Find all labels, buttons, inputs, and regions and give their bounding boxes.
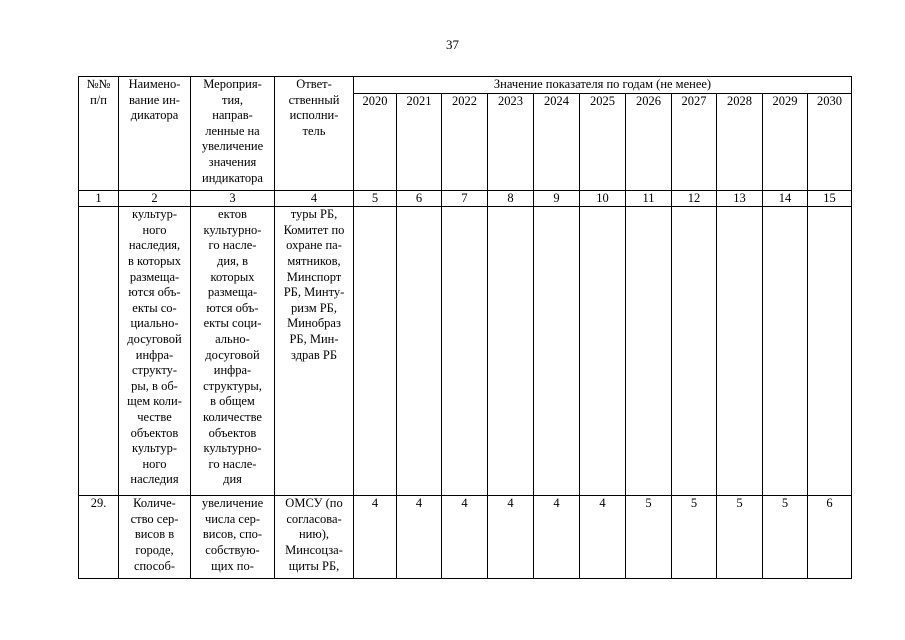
year-value: 4 <box>397 496 442 579</box>
header-col-executor: Ответ- ственный исполни- тель <box>275 77 354 191</box>
column-number: 11 <box>626 190 672 207</box>
year-value: 5 <box>626 496 672 579</box>
year-value <box>763 207 808 496</box>
year-value <box>488 207 534 496</box>
table-row <box>79 496 852 579</box>
page-number: 37 <box>446 37 459 52</box>
header-col-indicator-name: Наимено- вание ин- дикатора <box>119 77 191 191</box>
column-number: 13 <box>717 190 763 207</box>
year-value <box>442 207 488 496</box>
row-number: 29. <box>79 496 119 579</box>
indicator-executor: туры РБ, Комитет по охране па- мятников, Минспорт РБ, Минту- ризм РБ, Минобраз РБ, Мин- здрав РБ <box>275 207 354 496</box>
column-number: 2 <box>119 190 191 207</box>
indicator-name: Количе- ство сер- висов в городе, способ- <box>119 496 191 579</box>
year-value <box>672 207 717 496</box>
row-number <box>79 207 119 496</box>
year-value <box>580 207 626 496</box>
header-col-number: №№ п/п <box>79 77 119 191</box>
year-value: 4 <box>442 496 488 579</box>
column-number: 15 <box>808 190 852 207</box>
column-number: 5 <box>354 190 397 207</box>
header-year: 2024 <box>534 93 580 190</box>
year-value: 5 <box>763 496 808 579</box>
indicator-measures: ектов культурно- го насле- дия, в которых размеща- ются объ- екты соци- ально- досуговой инфра- структуры, в общем количестве объектов культурно- го насле- дия <box>191 207 275 496</box>
indicator-executor: ОМСУ (по согласова- нию), Минсоцза- щиты РБ, <box>275 496 354 579</box>
year-value: 4 <box>488 496 534 579</box>
column-number-row <box>79 190 852 207</box>
column-number: 10 <box>580 190 626 207</box>
year-value: 4 <box>354 496 397 579</box>
column-number: 12 <box>672 190 717 207</box>
header-year: 2028 <box>717 93 763 190</box>
year-value: 4 <box>534 496 580 579</box>
header-year: 2026 <box>626 93 672 190</box>
indicator-name: культур- ного наследия, в которых размеща- ются объ- екты со- циально- досуговой инфра- структу- ры, в об- щем коли- честве объектов культур- ного наследия <box>119 207 191 496</box>
header-years-group: Значение показателя по годам (не менее) <box>354 77 852 94</box>
header-year: 2020 <box>354 93 397 190</box>
year-value: 5 <box>672 496 717 579</box>
column-number: 9 <box>534 190 580 207</box>
year-value <box>397 207 442 496</box>
year-value: 4 <box>580 496 626 579</box>
year-value: 5 <box>717 496 763 579</box>
header-year: 2023 <box>488 93 534 190</box>
header-year: 2027 <box>672 93 717 190</box>
year-value <box>717 207 763 496</box>
column-number: 4 <box>275 190 354 207</box>
indicator-table <box>78 76 852 579</box>
column-number: 3 <box>191 190 275 207</box>
column-number: 8 <box>488 190 534 207</box>
column-number: 1 <box>79 190 119 207</box>
year-value <box>534 207 580 496</box>
header-year: 2030 <box>808 93 852 190</box>
indicator-measures: увеличение числа сер- висов, спо- собствую- щих по- <box>191 496 275 579</box>
header-row <box>79 77 852 94</box>
header-year: 2029 <box>763 93 808 190</box>
year-value <box>808 207 852 496</box>
column-number: 14 <box>763 190 808 207</box>
header-year: 2022 <box>442 93 488 190</box>
header-col-measures: Мероприя- тия, направ- ленные на увеличение значения индикатора <box>191 77 275 191</box>
year-value: 6 <box>808 496 852 579</box>
header-year: 2025 <box>580 93 626 190</box>
year-value <box>626 207 672 496</box>
year-value <box>354 207 397 496</box>
header-year: 2021 <box>397 93 442 190</box>
column-number: 6 <box>397 190 442 207</box>
table-row <box>79 207 852 496</box>
column-number: 7 <box>442 190 488 207</box>
